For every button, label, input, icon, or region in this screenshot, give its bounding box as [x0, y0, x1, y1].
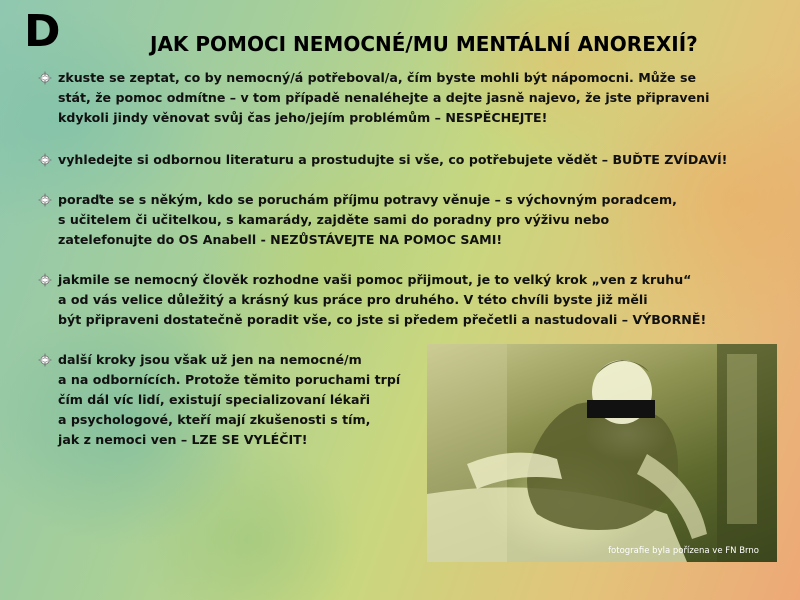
list-item: [38, 270, 706, 330]
item-line: zatelefonujte do OS Anabell - NEZŮSTÁVEJTE NA POMOC SAMI!: [58, 232, 503, 247]
photo-caption: fotografie byla pořízena ve FN Brno: [608, 546, 759, 556]
item-line: stát, že pomoc odmítne – v tom případě nenaléhejte a dejte jasně najevo, že jste připraveni: [58, 90, 710, 105]
sparkle-bullet-icon: [38, 71, 52, 85]
item-line: s učitelem či učitelkou, s kamarády, zajděte sami do poradny pro výživu nebo: [58, 212, 610, 227]
item-line: zkuste se zeptat, co by nemocný/á potřeboval/a, čím byste mohli být nápomocni. Může se: [58, 70, 696, 85]
item-line: čím dál víc lidí, existují specializovaní lékaři: [58, 392, 371, 407]
item-line: jakmile se nemocný člověk rozhodne vaši pomoc přijmout, je to velký krok „ven z kruhu“: [58, 272, 692, 287]
sparkle-bullet-icon: [38, 193, 52, 207]
sparkle-bullet-icon: [38, 153, 52, 167]
item-line: další kroky jsou však už jen na nemocné/m: [58, 352, 362, 367]
item-line: a na odbornících. Protože těmito poruchami trpí: [58, 372, 401, 387]
list-item: [38, 68, 709, 128]
item-line: být připraveni dostatečně poradit vše, co jste si předem přečetli a nastudovali – VÝBORNĚ!: [58, 312, 707, 327]
item-line: poraďte se s někým, kdo se poruchám příjmu potravy věnuje – s výchovným poradcem,: [58, 192, 677, 207]
list-item: [38, 350, 400, 450]
list-item: [38, 150, 727, 170]
patient-photo: [427, 344, 777, 562]
section-letter: D: [24, 6, 61, 57]
item-line: kdykoli jindy věnovat svůj čas jeho/jejím problémům – NESPĚCHEJTE!: [58, 110, 548, 125]
item-line: jak z nemoci ven – LZE SE VYLÉČIT!: [58, 432, 308, 447]
item-line: a psychologové, kteří mají zkušenosti s tím,: [58, 412, 371, 427]
item-line: vyhledejte si odbornou literaturu a prostudujte si vše, co potřebujete vědět – BUĎTE ZVÍDAVÍ!: [58, 152, 728, 167]
sparkle-bullet-icon: [38, 273, 52, 287]
list-item: [38, 190, 677, 250]
page-title: JAK POMOCI NEMOCNÉ/MU MENTÁLNÍ ANOREXIÍ?: [150, 32, 698, 56]
photo-illustration: [427, 344, 777, 562]
item-line: a od vás velice důležitý a krásný kus práce pro druhého. V této chvíli byste již měli: [58, 292, 648, 307]
sparkle-bullet-icon: [38, 353, 52, 367]
